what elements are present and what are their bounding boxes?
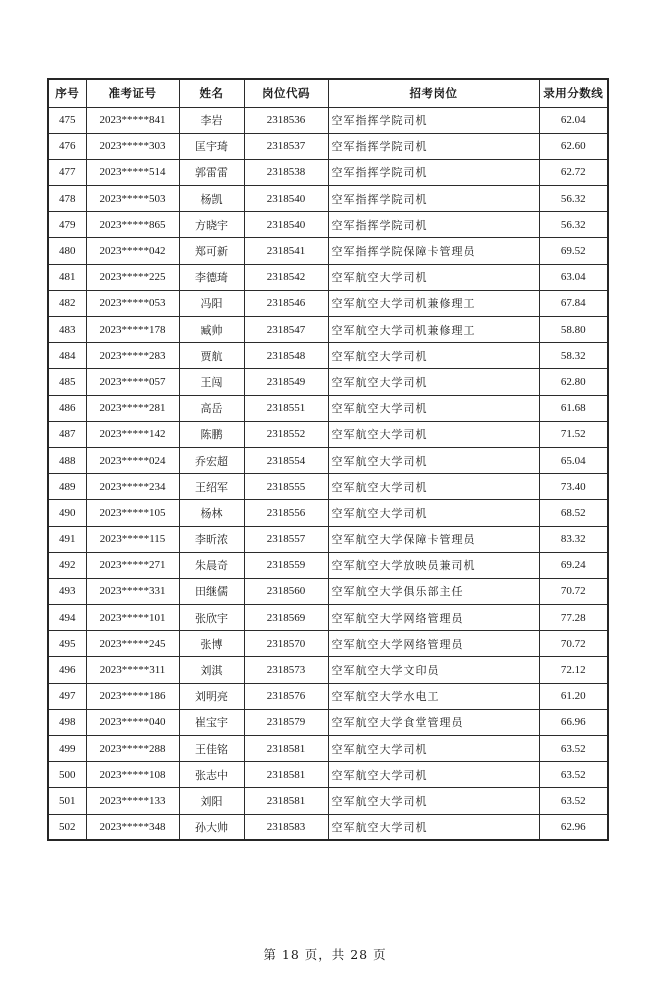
cell-exam-id: 2023*****024 [86, 447, 179, 473]
cell-post: 空军航空大学食堂管理员 [328, 709, 539, 735]
cell-index: 492 [48, 552, 86, 578]
table-row [48, 474, 608, 500]
cell-post: 空军航空大学司机 [328, 474, 539, 500]
cell-index: 485 [48, 369, 86, 395]
cell-index: 491 [48, 526, 86, 552]
cell-name: 朱晨奇 [179, 552, 244, 578]
cell-index: 483 [48, 317, 86, 343]
cell-score: 71.52 [539, 421, 608, 447]
cell-index: 482 [48, 290, 86, 316]
cell-exam-id: 2023*****841 [86, 107, 179, 133]
cell-name: 张志中 [179, 762, 244, 788]
header-row [48, 79, 608, 107]
cell-index: 481 [48, 264, 86, 290]
cell-name: 杨凯 [179, 186, 244, 212]
cell-exam-id: 2023*****101 [86, 605, 179, 631]
table-row [48, 107, 608, 133]
cell-name: 王闯 [179, 369, 244, 395]
cell-index: 487 [48, 421, 86, 447]
cell-exam-id: 2023*****115 [86, 526, 179, 552]
cell-index: 493 [48, 578, 86, 604]
cell-exam-id: 2023*****042 [86, 238, 179, 264]
cell-exam-id: 2023*****311 [86, 657, 179, 683]
table-row [48, 683, 608, 709]
cell-post: 空军指挥学院司机 [328, 212, 539, 238]
cell-index: 484 [48, 343, 86, 369]
cell-post-code: 2318547 [244, 317, 328, 343]
cell-score: 58.32 [539, 343, 608, 369]
table-row [48, 526, 608, 552]
cell-post-code: 2318540 [244, 186, 328, 212]
cell-name: 孙大帅 [179, 814, 244, 840]
cell-post: 空军指挥学院司机 [328, 107, 539, 133]
table-row [48, 343, 608, 369]
cell-index: 496 [48, 657, 86, 683]
cell-post: 空军航空大学俱乐部主任 [328, 578, 539, 604]
cell-name: 张博 [179, 631, 244, 657]
cell-exam-id: 2023*****245 [86, 631, 179, 657]
table-row [48, 788, 608, 814]
table-row [48, 578, 608, 604]
cell-index: 497 [48, 683, 86, 709]
cell-exam-id: 2023*****503 [86, 186, 179, 212]
cell-exam-id: 2023*****057 [86, 369, 179, 395]
cell-score: 70.72 [539, 631, 608, 657]
cell-index: 476 [48, 133, 86, 159]
cell-name: 田继儒 [179, 578, 244, 604]
cell-score: 63.04 [539, 264, 608, 290]
cell-post-code: 2318570 [244, 631, 328, 657]
cell-name: 冯阳 [179, 290, 244, 316]
cell-index: 490 [48, 500, 86, 526]
cell-score: 67.84 [539, 290, 608, 316]
cell-post-code: 2318581 [244, 762, 328, 788]
cell-score: 69.52 [539, 238, 608, 264]
cell-exam-id: 2023*****178 [86, 317, 179, 343]
cell-score: 66.96 [539, 709, 608, 735]
cell-score: 62.80 [539, 369, 608, 395]
cell-exam-id: 2023*****283 [86, 343, 179, 369]
cell-name: 王绍军 [179, 474, 244, 500]
cell-exam-id: 2023*****288 [86, 736, 179, 762]
cell-post: 空军指挥学院司机 [328, 159, 539, 185]
table-row [48, 736, 608, 762]
cell-name: 李德琦 [179, 264, 244, 290]
table-row [48, 395, 608, 421]
cell-index: 488 [48, 447, 86, 473]
cell-index: 500 [48, 762, 86, 788]
cell-exam-id: 2023*****053 [86, 290, 179, 316]
column-header: 录用分数线 [539, 79, 608, 107]
cell-score: 70.72 [539, 578, 608, 604]
cell-score: 65.04 [539, 447, 608, 473]
cell-name: 贾航 [179, 343, 244, 369]
cell-index: 495 [48, 631, 86, 657]
table-row [48, 605, 608, 631]
cell-post: 空军航空大学司机 [328, 814, 539, 840]
table-row [48, 552, 608, 578]
cell-exam-id: 2023*****331 [86, 578, 179, 604]
cell-score: 62.72 [539, 159, 608, 185]
cell-post: 空军航空大学文印员 [328, 657, 539, 683]
cell-post: 空军航空大学司机 [328, 264, 539, 290]
cell-post-code: 2318555 [244, 474, 328, 500]
cell-index: 499 [48, 736, 86, 762]
table-row [48, 186, 608, 212]
cell-name: 方晓宇 [179, 212, 244, 238]
cell-post-code: 2318549 [244, 369, 328, 395]
cell-name: 臧帅 [179, 317, 244, 343]
cell-post-code: 2318556 [244, 500, 328, 526]
cell-score: 63.52 [539, 736, 608, 762]
page-footer: 第 18 页，共 28 页 [263, 947, 387, 962]
cell-post-code: 2318559 [244, 552, 328, 578]
cell-score: 56.32 [539, 212, 608, 238]
cell-score: 58.80 [539, 317, 608, 343]
column-header: 招考岗位 [328, 79, 539, 107]
cell-score: 63.52 [539, 788, 608, 814]
cell-name: 张欣宇 [179, 605, 244, 631]
cell-post-code: 2318552 [244, 421, 328, 447]
cell-post-code: 2318546 [244, 290, 328, 316]
cell-exam-id: 2023*****271 [86, 552, 179, 578]
cell-exam-id: 2023*****234 [86, 474, 179, 500]
table-row [48, 264, 608, 290]
cell-post: 空军航空大学网络管理员 [328, 631, 539, 657]
cell-name: 刘阳 [179, 788, 244, 814]
cell-score: 72.12 [539, 657, 608, 683]
cell-post-code: 2318569 [244, 605, 328, 631]
cell-index: 494 [48, 605, 86, 631]
cell-score: 77.28 [539, 605, 608, 631]
table-row [48, 631, 608, 657]
cell-score: 56.32 [539, 186, 608, 212]
cell-post: 空军航空大学司机 [328, 343, 539, 369]
cell-index: 475 [48, 107, 86, 133]
score-table [47, 78, 609, 841]
cell-post-code: 2318537 [244, 133, 328, 159]
cell-index: 502 [48, 814, 86, 840]
cell-post-code: 2318557 [244, 526, 328, 552]
cell-post: 空军航空大学司机 [328, 500, 539, 526]
cell-post: 空军航空大学司机 [328, 421, 539, 447]
cell-post: 空军航空大学司机 [328, 788, 539, 814]
cell-name: 匡宇琦 [179, 133, 244, 159]
cell-post: 空军指挥学院保障卡管理员 [328, 238, 539, 264]
column-header: 姓名 [179, 79, 244, 107]
cell-exam-id: 2023*****105 [86, 500, 179, 526]
cell-post-code: 2318548 [244, 343, 328, 369]
cell-post: 空军航空大学水电工 [328, 683, 539, 709]
cell-exam-id: 2023*****348 [86, 814, 179, 840]
cell-post-code: 2318573 [244, 657, 328, 683]
cell-post: 空军航空大学司机 [328, 369, 539, 395]
cell-index: 480 [48, 238, 86, 264]
cell-score: 61.20 [539, 683, 608, 709]
cell-score: 61.68 [539, 395, 608, 421]
cell-post: 空军指挥学院司机 [328, 186, 539, 212]
cell-name: 郭雷雷 [179, 159, 244, 185]
table-row [48, 369, 608, 395]
cell-exam-id: 2023*****303 [86, 133, 179, 159]
cell-index: 479 [48, 212, 86, 238]
table-row [48, 159, 608, 185]
column-header: 准考证号 [86, 79, 179, 107]
cell-index: 477 [48, 159, 86, 185]
cell-index: 501 [48, 788, 86, 814]
column-header: 序号 [48, 79, 86, 107]
cell-post-code: 2318581 [244, 736, 328, 762]
cell-name: 刘淇 [179, 657, 244, 683]
cell-score: 63.52 [539, 762, 608, 788]
cell-post-code: 2318583 [244, 814, 328, 840]
table-row [48, 238, 608, 264]
cell-name: 高岳 [179, 395, 244, 421]
cell-name: 陈鹏 [179, 421, 244, 447]
cell-post-code: 2318554 [244, 447, 328, 473]
cell-post: 空军航空大学司机 [328, 762, 539, 788]
cell-name: 崔宝宇 [179, 709, 244, 735]
cell-exam-id: 2023*****040 [86, 709, 179, 735]
cell-score: 69.24 [539, 552, 608, 578]
cell-post: 空军航空大学网络管理员 [328, 605, 539, 631]
cell-name: 王佳铭 [179, 736, 244, 762]
cell-score: 68.52 [539, 500, 608, 526]
cell-score: 62.60 [539, 133, 608, 159]
cell-index: 498 [48, 709, 86, 735]
table-row [48, 290, 608, 316]
cell-post: 空军航空大学司机 [328, 447, 539, 473]
cell-post-code: 2318541 [244, 238, 328, 264]
table-row [48, 657, 608, 683]
cell-exam-id: 2023*****133 [86, 788, 179, 814]
cell-score: 62.04 [539, 107, 608, 133]
table-row [48, 421, 608, 447]
cell-post: 空军航空大学司机兼修理工 [328, 317, 539, 343]
cell-name: 乔宏超 [179, 447, 244, 473]
cell-post: 空军航空大学司机 [328, 395, 539, 421]
table-row [48, 133, 608, 159]
cell-name: 郑可新 [179, 238, 244, 264]
cell-name: 李昕浓 [179, 526, 244, 552]
cell-post-code: 2318536 [244, 107, 328, 133]
cell-score: 73.40 [539, 474, 608, 500]
cell-post-code: 2318576 [244, 683, 328, 709]
table-body [48, 107, 608, 840]
cell-post: 空军航空大学保障卡管理员 [328, 526, 539, 552]
cell-name: 杨林 [179, 500, 244, 526]
cell-post: 空军航空大学司机兼修理工 [328, 290, 539, 316]
cell-index: 478 [48, 186, 86, 212]
table-row [48, 212, 608, 238]
cell-post-code: 2318538 [244, 159, 328, 185]
cell-index: 486 [48, 395, 86, 421]
cell-exam-id: 2023*****186 [86, 683, 179, 709]
cell-post-code: 2318579 [244, 709, 328, 735]
cell-post-code: 2318560 [244, 578, 328, 604]
cell-post: 空军航空大学放映员兼司机 [328, 552, 539, 578]
table-row [48, 814, 608, 840]
table-row [48, 709, 608, 735]
cell-exam-id: 2023*****865 [86, 212, 179, 238]
cell-post-code: 2318540 [244, 212, 328, 238]
cell-exam-id: 2023*****108 [86, 762, 179, 788]
cell-name: 李岩 [179, 107, 244, 133]
table-header [48, 79, 608, 107]
cell-post-code: 2318551 [244, 395, 328, 421]
cell-score: 62.96 [539, 814, 608, 840]
column-header: 岗位代码 [244, 79, 328, 107]
cell-post-code: 2318581 [244, 788, 328, 814]
cell-exam-id: 2023*****225 [86, 264, 179, 290]
cell-post-code: 2318542 [244, 264, 328, 290]
table-row [48, 447, 608, 473]
cell-exam-id: 2023*****514 [86, 159, 179, 185]
cell-post: 空军航空大学司机 [328, 736, 539, 762]
table-row [48, 317, 608, 343]
cell-exam-id: 2023*****142 [86, 421, 179, 447]
cell-index: 489 [48, 474, 86, 500]
cell-score: 83.32 [539, 526, 608, 552]
table-row [48, 500, 608, 526]
cell-post: 空军指挥学院司机 [328, 133, 539, 159]
cell-exam-id: 2023*****281 [86, 395, 179, 421]
cell-name: 刘明亮 [179, 683, 244, 709]
table-row [48, 762, 608, 788]
document-page [0, 78, 650, 997]
